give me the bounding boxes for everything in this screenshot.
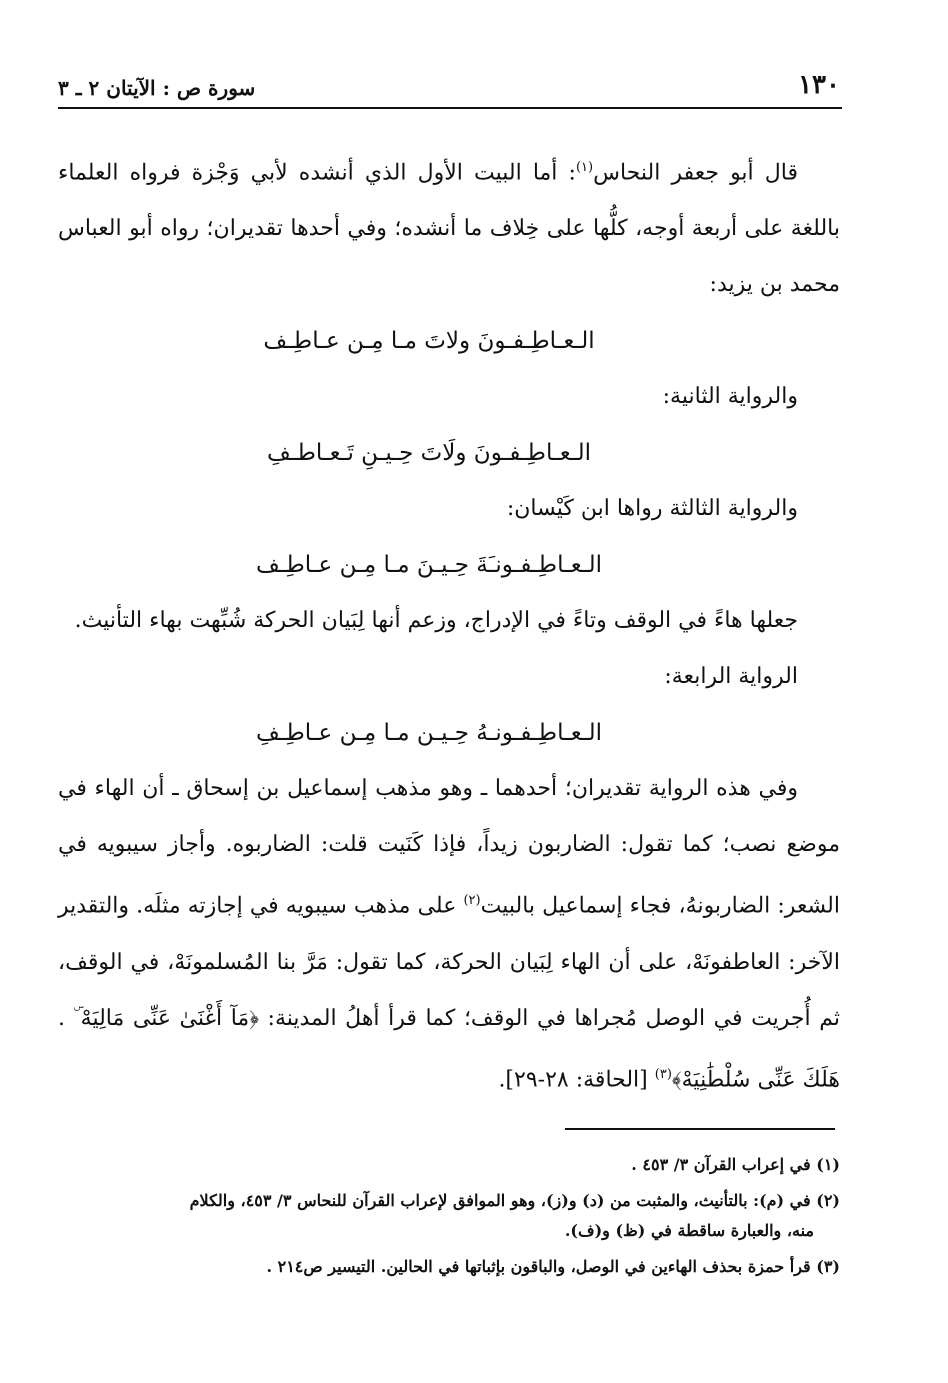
paragraph-1-start: قال أبو جعفر النحاس bbox=[593, 160, 798, 186]
paragraph-6-start: وفي هذه الرواية تقديران؛ أحدهما ـ وهو مذهب إسماعيل بن إسحاق ـ أن الهاء في موضع نصب؛ كما تقول: الضاربون زيداً، فإذا كَنَيت قلت: الضاربوه. وأجاز سيبويه في الشعر: الضاربونهُ، فجاء إسماعيل بالبيت bbox=[58, 776, 841, 919]
verse-3: الـعـاطِـفـونـَةَ حِـيـنَ مـا مِـن عـاطِـف bbox=[255, 552, 603, 579]
quran-quote: ﴿مَآ أَغْنَىٰ عَنِّى مَالِيَهْ ۜ . هَلَكَ عَنِّى سُلْطَٰنِيَهْ﴾ bbox=[58, 1005, 840, 1092]
header-divider bbox=[58, 107, 842, 109]
footnotes bbox=[58, 1150, 840, 1288]
paragraph-6-end: [الحاقة: ٢٨-٢٩]. bbox=[498, 1066, 655, 1092]
footnote-number: (٢) bbox=[816, 1191, 840, 1210]
footnote-ref-1: (١) bbox=[575, 160, 594, 175]
footnote-ref-3: (٣) bbox=[654, 1066, 672, 1082]
verse-1: الـعـاطِـفـونَ ولاتَ مـا مِـن عـاطِـف bbox=[263, 328, 595, 355]
paragraph-6 bbox=[58, 761, 840, 1108]
footnote-text: في (م): بالتأنيث، والمثبت من (د) و(ز)، وهو الموافق لإعراب القرآن للنحاس ٣/ ٤٥٣، والكلام bbox=[189, 1191, 811, 1210]
verse-4: الـعـاطِـفـونـهُ حِـيـن مـا مِـن عـاطِـفِ bbox=[255, 720, 603, 747]
paragraph-1 bbox=[58, 140, 840, 313]
footnote-ref-2: (٢) bbox=[463, 893, 481, 909]
footnote-continuation: منه، والعبارة ساقطة في (ظ) و(ف). bbox=[564, 1221, 814, 1240]
footnote-text: قرأ حمزة بحذف الهاءين في الوصل، والباقون بإثباتها في الحالين. التيسير ص٢١٤ . bbox=[266, 1257, 811, 1276]
paragraph-3: والرواية الثالثة رواها ابن كَيْسان: bbox=[506, 496, 798, 522]
paragraph-5: الرواية الرابعة: bbox=[664, 664, 798, 690]
running-title: سورة ص : الآيتان ٢ ـ ٣ bbox=[58, 76, 256, 100]
paragraph-4: جعلها هاءً في الوقف وتاءً في الإدراج، وزعم أنها لِبَيان الحركة شُبِّهت بهاء التأنيث. bbox=[74, 608, 798, 634]
main-text bbox=[58, 140, 840, 1108]
verse-2: الـعـاطِـفـونَ ولَاتَ حِـيـنِ تَـعـاطـفِ bbox=[267, 440, 591, 467]
paragraph-1-end: : أما البيت الأول الذي أنشده لأبي وَجْزة فرواه العلماء باللغة على أربعة أوجه، كلُّها على خِلاف ما أنشده؛ وفي أحدها تقديران؛ رواه أبو العباس محمد بن يزيد: bbox=[58, 160, 840, 298]
footnote-2 bbox=[58, 1186, 840, 1246]
footnote-text: في إعراب القرآن ٣/ ٤٥٣ . bbox=[631, 1155, 811, 1174]
footnote-3 bbox=[58, 1252, 840, 1282]
footnote-number: (١) bbox=[816, 1155, 840, 1174]
page-header bbox=[58, 66, 840, 100]
page-number: ١٣٠ bbox=[798, 70, 840, 100]
footnote-1 bbox=[58, 1150, 840, 1180]
footnote-divider bbox=[565, 1128, 835, 1130]
paragraph-6-middle: على مذهب سيبويه في إجازته مثلَه. والتقدير الآخر: العاطفونَهْ، على أن الهاء لِبَيان الحركة، كما تقول: مَرَّ بنا المُسلمونَهْ، في الوقف، ثم أُجريت في الوصل مُجراها في الوقف؛ كما قرأ أهلُ المدينة: bbox=[58, 893, 840, 1031]
footnote-number: (٣) bbox=[816, 1257, 840, 1276]
paragraph-2: والرواية الثانية: bbox=[662, 384, 798, 410]
